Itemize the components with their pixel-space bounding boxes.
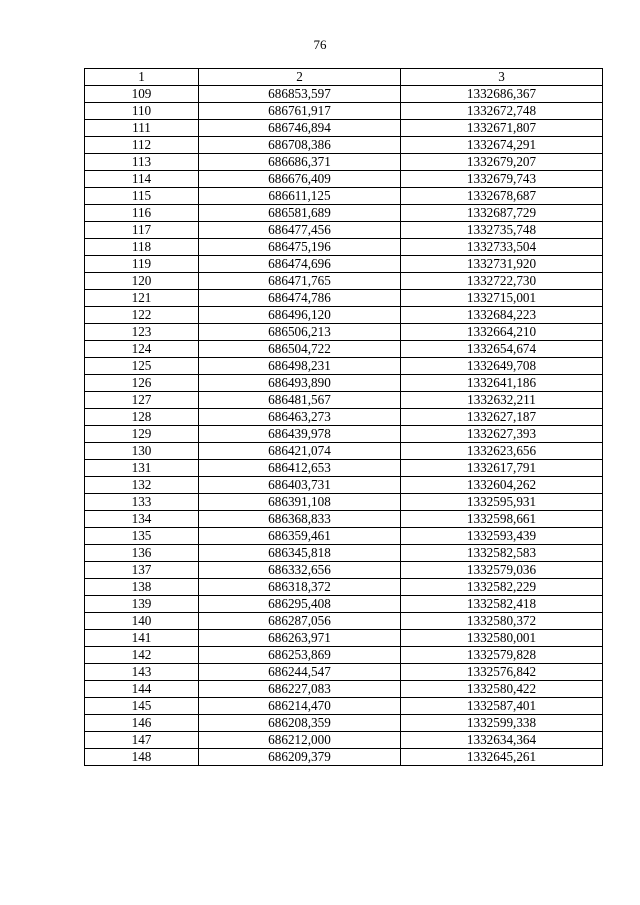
y-coordinate-cell: 1332733,504 <box>401 239 603 256</box>
y-coordinate-cell: 1332674,291 <box>401 137 603 154</box>
table-row <box>85 613 603 630</box>
table-row <box>85 511 603 528</box>
table-row <box>85 477 603 494</box>
point-number-cell: 145 <box>85 698 199 715</box>
x-coordinate-cell: 686474,696 <box>199 256 401 273</box>
x-coordinate-cell: 686253,869 <box>199 647 401 664</box>
x-coordinate-cell: 686318,372 <box>199 579 401 596</box>
x-coordinate-cell: 686474,786 <box>199 290 401 307</box>
x-coordinate-cell: 686611,125 <box>199 188 401 205</box>
table-row <box>85 545 603 562</box>
x-coordinate-cell: 686391,108 <box>199 494 401 511</box>
point-number-cell: 133 <box>85 494 199 511</box>
point-number-cell: 146 <box>85 715 199 732</box>
x-coordinate-cell: 686332,656 <box>199 562 401 579</box>
table-row <box>85 579 603 596</box>
point-number-cell: 144 <box>85 681 199 698</box>
table-row <box>85 86 603 103</box>
point-number-cell: 128 <box>85 409 199 426</box>
table-row <box>85 443 603 460</box>
y-coordinate-cell: 1332580,422 <box>401 681 603 698</box>
point-number-cell: 118 <box>85 239 199 256</box>
point-number-cell: 120 <box>85 273 199 290</box>
table-row <box>85 749 603 766</box>
point-number-cell: 129 <box>85 426 199 443</box>
point-number-cell: 112 <box>85 137 199 154</box>
table-row <box>85 154 603 171</box>
point-number-cell: 121 <box>85 290 199 307</box>
x-coordinate-cell: 686208,359 <box>199 715 401 732</box>
table-row <box>85 698 603 715</box>
table-row <box>85 630 603 647</box>
column-header-1: 1 <box>85 69 199 86</box>
y-coordinate-cell: 1332617,791 <box>401 460 603 477</box>
y-coordinate-cell: 1332715,001 <box>401 290 603 307</box>
table-row <box>85 171 603 188</box>
x-coordinate-cell: 686368,833 <box>199 511 401 528</box>
y-coordinate-cell: 1332579,036 <box>401 562 603 579</box>
x-coordinate-cell: 686504,722 <box>199 341 401 358</box>
y-coordinate-cell: 1332593,439 <box>401 528 603 545</box>
y-coordinate-cell: 1332582,583 <box>401 545 603 562</box>
table-row <box>85 681 603 698</box>
y-coordinate-cell: 1332722,730 <box>401 273 603 290</box>
table-row <box>85 120 603 137</box>
table-row <box>85 494 603 511</box>
point-number-cell: 130 <box>85 443 199 460</box>
point-number-cell: 134 <box>85 511 199 528</box>
column-header-2: 2 <box>199 69 401 86</box>
table-row <box>85 664 603 681</box>
x-coordinate-cell: 686287,056 <box>199 613 401 630</box>
y-coordinate-cell: 1332645,261 <box>401 749 603 766</box>
x-coordinate-cell: 686244,547 <box>199 664 401 681</box>
y-coordinate-cell: 1332579,828 <box>401 647 603 664</box>
x-coordinate-cell: 686421,074 <box>199 443 401 460</box>
y-coordinate-cell: 1332678,687 <box>401 188 603 205</box>
table-row <box>85 596 603 613</box>
x-coordinate-cell: 686506,213 <box>199 324 401 341</box>
point-number-cell: 122 <box>85 307 199 324</box>
y-coordinate-cell: 1332598,661 <box>401 511 603 528</box>
y-coordinate-cell: 1332684,223 <box>401 307 603 324</box>
y-coordinate-cell: 1332671,807 <box>401 120 603 137</box>
table-row <box>85 188 603 205</box>
x-coordinate-cell: 686412,653 <box>199 460 401 477</box>
point-number-cell: 111 <box>85 120 199 137</box>
point-number-cell: 116 <box>85 205 199 222</box>
page-number: 76 <box>313 37 327 52</box>
x-coordinate-cell: 686481,567 <box>199 392 401 409</box>
y-coordinate-cell: 1332679,743 <box>401 171 603 188</box>
x-coordinate-cell: 686471,765 <box>199 273 401 290</box>
point-number-cell: 141 <box>85 630 199 647</box>
point-number-cell: 127 <box>85 392 199 409</box>
point-number-cell: 139 <box>85 596 199 613</box>
x-coordinate-cell: 686359,461 <box>199 528 401 545</box>
point-number-cell: 143 <box>85 664 199 681</box>
x-coordinate-cell: 686463,273 <box>199 409 401 426</box>
point-number-cell: 114 <box>85 171 199 188</box>
table-body <box>85 86 603 766</box>
x-coordinate-cell: 686708,386 <box>199 137 401 154</box>
x-coordinate-cell: 686212,000 <box>199 732 401 749</box>
y-coordinate-cell: 1332634,364 <box>401 732 603 749</box>
x-coordinate-cell: 686475,196 <box>199 239 401 256</box>
table-row <box>85 426 603 443</box>
y-coordinate-cell: 1332649,708 <box>401 358 603 375</box>
point-number-cell: 119 <box>85 256 199 273</box>
point-number-cell: 140 <box>85 613 199 630</box>
x-coordinate-cell: 686761,917 <box>199 103 401 120</box>
y-coordinate-cell: 1332582,418 <box>401 596 603 613</box>
point-number-cell: 136 <box>85 545 199 562</box>
point-number-cell: 117 <box>85 222 199 239</box>
point-number-cell: 147 <box>85 732 199 749</box>
point-number-cell: 124 <box>85 341 199 358</box>
point-number-cell: 148 <box>85 749 199 766</box>
x-coordinate-cell: 686853,597 <box>199 86 401 103</box>
y-coordinate-cell: 1332599,338 <box>401 715 603 732</box>
x-coordinate-cell: 686263,971 <box>199 630 401 647</box>
y-coordinate-cell: 1332672,748 <box>401 103 603 120</box>
point-number-cell: 110 <box>85 103 199 120</box>
x-coordinate-cell: 686209,379 <box>199 749 401 766</box>
y-coordinate-cell: 1332679,207 <box>401 154 603 171</box>
point-number-cell: 132 <box>85 477 199 494</box>
x-coordinate-cell: 686686,371 <box>199 154 401 171</box>
y-coordinate-cell: 1332627,393 <box>401 426 603 443</box>
table-row <box>85 732 603 749</box>
point-number-cell: 126 <box>85 375 199 392</box>
y-coordinate-cell: 1332580,001 <box>401 630 603 647</box>
table-row <box>85 528 603 545</box>
x-coordinate-cell: 686496,120 <box>199 307 401 324</box>
x-coordinate-cell: 686227,083 <box>199 681 401 698</box>
x-coordinate-cell: 686403,731 <box>199 477 401 494</box>
column-header-3: 3 <box>401 69 603 86</box>
y-coordinate-cell: 1332687,729 <box>401 205 603 222</box>
x-coordinate-cell: 686493,890 <box>199 375 401 392</box>
point-number-cell: 109 <box>85 86 199 103</box>
y-coordinate-cell: 1332664,210 <box>401 324 603 341</box>
point-number-cell: 113 <box>85 154 199 171</box>
x-coordinate-cell: 686214,470 <box>199 698 401 715</box>
table-row <box>85 341 603 358</box>
point-number-cell: 142 <box>85 647 199 664</box>
point-number-cell: 137 <box>85 562 199 579</box>
y-coordinate-cell: 1332587,401 <box>401 698 603 715</box>
table-row <box>85 562 603 579</box>
table-row <box>85 290 603 307</box>
x-coordinate-cell: 686746,894 <box>199 120 401 137</box>
table-row <box>85 205 603 222</box>
table-row <box>85 307 603 324</box>
x-coordinate-cell: 686581,689 <box>199 205 401 222</box>
y-coordinate-cell: 1332604,262 <box>401 477 603 494</box>
coordinates-table <box>84 68 603 766</box>
x-coordinate-cell: 686477,456 <box>199 222 401 239</box>
y-coordinate-cell: 1332576,842 <box>401 664 603 681</box>
table-row <box>85 222 603 239</box>
x-coordinate-cell: 686295,408 <box>199 596 401 613</box>
y-coordinate-cell: 1332731,920 <box>401 256 603 273</box>
table-row <box>85 409 603 426</box>
table-row <box>85 647 603 664</box>
point-number-cell: 138 <box>85 579 199 596</box>
table-row <box>85 324 603 341</box>
y-coordinate-cell: 1332632,211 <box>401 392 603 409</box>
y-coordinate-cell: 1332735,748 <box>401 222 603 239</box>
point-number-cell: 135 <box>85 528 199 545</box>
y-coordinate-cell: 1332595,931 <box>401 494 603 511</box>
y-coordinate-cell: 1332686,367 <box>401 86 603 103</box>
table-row <box>85 256 603 273</box>
y-coordinate-cell: 1332623,656 <box>401 443 603 460</box>
table-row <box>85 239 603 256</box>
x-coordinate-cell: 686345,818 <box>199 545 401 562</box>
table-row <box>85 392 603 409</box>
y-coordinate-cell: 1332580,372 <box>401 613 603 630</box>
y-coordinate-cell: 1332627,187 <box>401 409 603 426</box>
table-row <box>85 375 603 392</box>
y-coordinate-cell: 1332654,674 <box>401 341 603 358</box>
point-number-cell: 123 <box>85 324 199 341</box>
table-row <box>85 137 603 154</box>
y-coordinate-cell: 1332641,186 <box>401 375 603 392</box>
point-number-cell: 131 <box>85 460 199 477</box>
table-row <box>85 460 603 477</box>
x-coordinate-cell: 686439,978 <box>199 426 401 443</box>
table-row <box>85 358 603 375</box>
x-coordinate-cell: 686498,231 <box>199 358 401 375</box>
table-row <box>85 715 603 732</box>
point-number-cell: 115 <box>85 188 199 205</box>
point-number-cell: 125 <box>85 358 199 375</box>
table-header-row <box>85 69 603 86</box>
table-row <box>85 273 603 290</box>
x-coordinate-cell: 686676,409 <box>199 171 401 188</box>
table-row <box>85 103 603 120</box>
y-coordinate-cell: 1332582,229 <box>401 579 603 596</box>
